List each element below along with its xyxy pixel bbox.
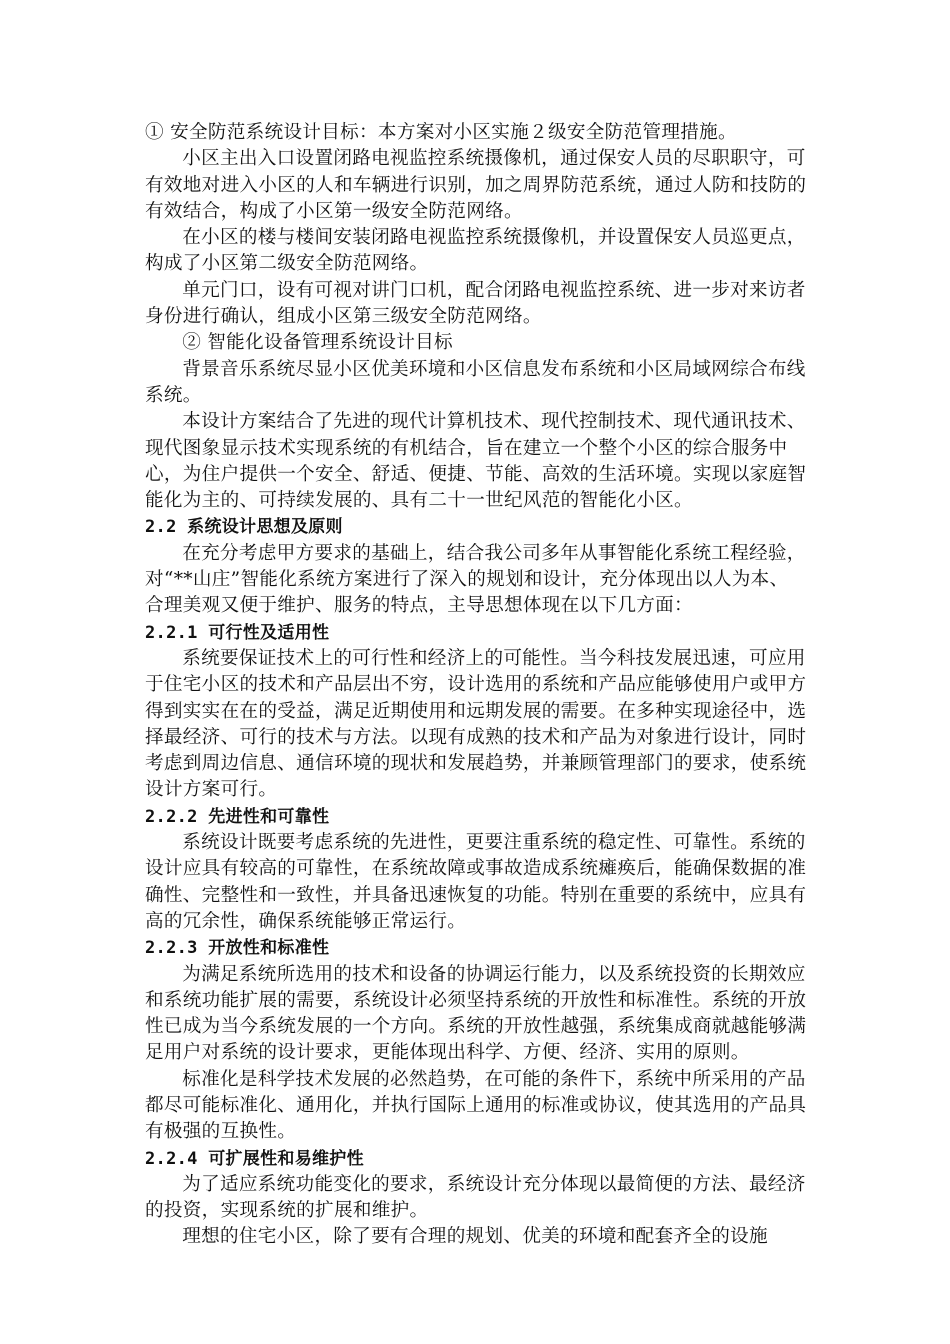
section-heading-2-2-4: 2.2.4 可扩展性和易维护性 — [145, 1148, 364, 1169]
section-heading-2-2-1: 2.2.1 可行性及适用性 — [145, 622, 330, 643]
paragraph-ideal-community: 理想的住宅小区，除了要有合理的规划、优美的环境和配套齐全的设施 — [182, 1226, 768, 1248]
paragraph-expandability: 为了适应系统功能变化的要求，系统设计充分体现以最简便的方法、最经济的投资，实现系统的扩展和维护。 — [145, 1173, 806, 1222]
document-body — [145, 120, 807, 1251]
paragraph-background-music: 背景音乐系统尽显小区优美环境和小区信息发布系统和小区局域网综合布线系统。 — [145, 358, 806, 406]
paragraph-standardization: 标准化是科学技术发展的必然趋势，在可能的条件下，系统中所采用的产品都尽可能标准化、通用化，并执行国际上通用的标准或协议，使其选用的产品具有极强的互换性。 — [145, 1068, 807, 1143]
paragraph-feasibility: 系统要保证技术上的可行性和经济上的可能性。当今科技发展迅速，可应用于住宅小区的技术和产品层出不穷，设计选用的系统和产品应能够使用户或甲方得到实实在在的受益，满足近期使用和远期发展的需要。在多种实现途径中，选择最经济、可行的技术与方法。以现有成熟的技术和产品为对象进行设计，同时考虑到周边信息、通信环境的现状和发展趋势，并兼顾管理部门的要求，使系统设计方案可行。 — [145, 647, 807, 801]
paragraph-design-summary: 本设计方案结合了先进的现代计算机技术、现代控制技术、现代通讯技术、现代图象显示技术实现系统的有机结合，旨在建立一个整个小区的综合服务中心，为住户提供一个安全、舒适、便捷、节能、高效的生活环境。实现以家庭智能化为主的、可持续发展的、具有二十一世纪风范的智能化小区。 — [145, 411, 807, 512]
section-heading-2-2-3: 2.2.3 开放性和标准性 — [145, 938, 330, 959]
section-heading-2-2-2: 2.2.2 先进性和可靠性 — [145, 806, 330, 827]
section-heading-2-2: 2.2 系统设计思想及原则 — [145, 517, 343, 538]
paragraph-reliability: 系统设计既要考虑系统的先进性，更要注重系统的稳定性、可靠性。系统的设计应具有较高的可靠性，在系统故障或事故造成系统瘫痪后，能确保数据的准确性、完整性和一致性，并具备迅速恢复的功能。特别在重要的系统中，应具有高的冗余性，确保系统能够正常运行。 — [145, 832, 807, 932]
paragraph-second-level: 在小区的楼与楼间安装闭路电视监控系统摄像机，并设置保安人员巡更点，构成了小区第二级安全防范网络。 — [145, 227, 806, 275]
device-management-goal-item: ② 智能化设备管理系统设计目标 — [182, 332, 453, 354]
paragraph-openness: 为满足系统所选用的技术和设备的协调运行能力，以及系统投资的长期效应和系统功能扩展的需要，系统设计必须坚持系统的开放性和标准性。系统的开放性已成为当今系统发展的一个方向。系统的开放性越强，系统集成商就越能够满足用户对系统的设计要求，更能体现出科学、方便、经济、实用的原则。 — [145, 963, 807, 1064]
paragraph-third-level: 单元门口，设有可视对讲门口机，配合闭路电视监控系统、进一步对来访者身份进行确认，组成小区第三级安全防范网络。 — [145, 279, 806, 328]
paragraph-first-level: 小区主出入口设置闭路电视监控系统摄像机，通过保安人员的尽职职守，可有效地对进入小区的人和车辆进行识别，加之周界防范系统，通过人防和技防的有效结合，构成了小区第一级安全防范网络。 — [145, 148, 807, 222]
security-goal-item: ① 安全防范系统设计目标：本方案对小区实施２级安全防范管理措施。 — [145, 122, 737, 143]
paragraph-design-thoughts: 在充分考虑甲方要求的基础上，结合我公司多年从事智能化系统工程经验，对“**山庄”智能化系统方案进行了深入的规划和设计，充分体现出以人为本、合理美观又便于维护、服务的特点，主导思想体现在以下几方面： — [145, 542, 806, 617]
